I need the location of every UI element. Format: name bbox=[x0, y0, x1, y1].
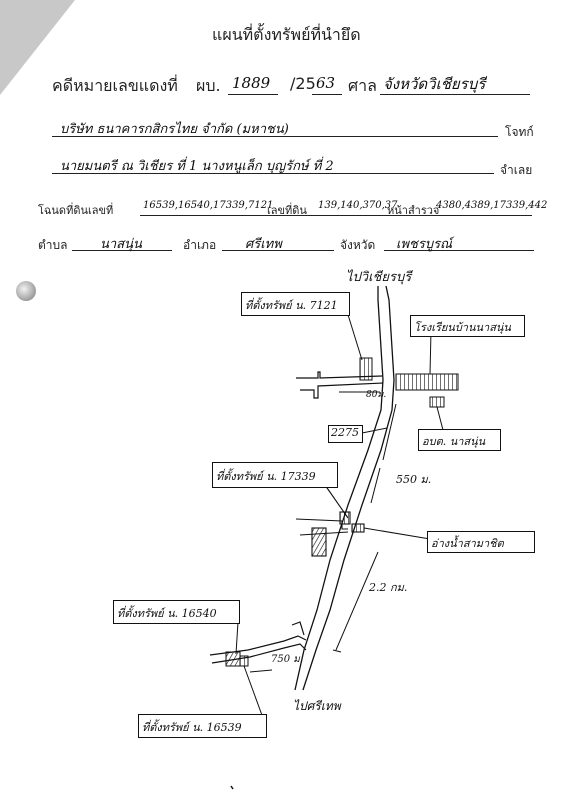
district-value: ศรีเทพ bbox=[245, 237, 282, 252]
province-value: เพชรบูรณ์ bbox=[396, 237, 453, 252]
plot-17339-label: ที่ตั้งทรัพย์ น. 17339 bbox=[216, 470, 316, 483]
plaintiff-name: บริษัท ธนาคารกสิกรไทย จำกัด (มหาชน) bbox=[60, 122, 289, 137]
plot-16540-parcel bbox=[226, 652, 240, 666]
subdistrict-value: นาสนุ่น bbox=[100, 237, 142, 252]
plaintiff-label: โจทก์ bbox=[505, 125, 534, 139]
reservoir-label: อ่างน้ำสามาชิต bbox=[431, 537, 504, 550]
district-label: อำเภอ bbox=[183, 238, 217, 252]
deed-numbers: 16539,16540,17339,7121 bbox=[143, 200, 274, 211]
road-number-2275: 2275 bbox=[331, 426, 359, 439]
province-label: จังหวัด bbox=[340, 238, 376, 252]
survey-label: หน้าสำรวจ bbox=[387, 204, 440, 217]
distance-80m-label: 80ม. bbox=[366, 390, 387, 400]
land-number-label: เลขที่ดิน bbox=[267, 204, 307, 217]
defendant-label: จำเลย bbox=[500, 163, 533, 177]
plot-16539-label: ที่ตั้งทรัพย์ น. 16539 bbox=[142, 721, 242, 734]
subdistrict-label: ตำบล bbox=[38, 238, 68, 252]
case-prefix: ผบ. bbox=[196, 76, 221, 95]
distance-750m-label: 750 ม. bbox=[271, 654, 304, 665]
survey-numbers: 4380,4389,17339,442 bbox=[436, 200, 548, 211]
obt-parcel bbox=[430, 397, 444, 407]
court-label: ศาล bbox=[348, 76, 377, 95]
distance-550m-label: 550 ม. bbox=[396, 473, 432, 486]
plot-7121-label: ที่ตั้งทรัพย์ น. 7121 bbox=[245, 299, 338, 312]
case-number: 1889 bbox=[232, 74, 271, 92]
case-year: 63 bbox=[316, 74, 336, 92]
distance-2-2km-label: 2.2 กม. bbox=[369, 581, 408, 594]
plot-17339-area bbox=[296, 485, 430, 556]
plot-16540-label: ที่ตั้งทรัพย์ น. 16540 bbox=[117, 607, 217, 620]
court-name: จังหวัดวิเชียรบุรี bbox=[383, 75, 486, 93]
school-label: โรงเรียนบ้านนาสนุ่น bbox=[414, 321, 511, 334]
plot-16539-parcel bbox=[240, 656, 248, 666]
page-title: แผนที่ตั้งทรัพย์ที่นำยึด bbox=[212, 25, 361, 44]
school-parcel bbox=[396, 374, 458, 390]
land-numbers: 139,140,370,37 bbox=[318, 200, 398, 211]
deed-label: โฉนดที่ดินเลขที่ bbox=[38, 204, 114, 217]
direction-south-label: ไปศรีเทพ bbox=[293, 699, 341, 713]
plot-7121-parcel bbox=[360, 358, 372, 380]
case-number-label: คดีหมายเลขแดงที่ bbox=[52, 76, 178, 95]
obt-label: อบต. นาสนุ่น bbox=[422, 435, 486, 448]
defendant-name: นายมนตรี ณ วิเชียร ที่ 1 นางหนูเล็ก บุญรักษ์ ที่ 2 bbox=[60, 159, 334, 174]
case-year-prefix: /25 bbox=[290, 74, 316, 93]
direction-north-label: ไปวิเชียรบุรี bbox=[346, 270, 412, 285]
